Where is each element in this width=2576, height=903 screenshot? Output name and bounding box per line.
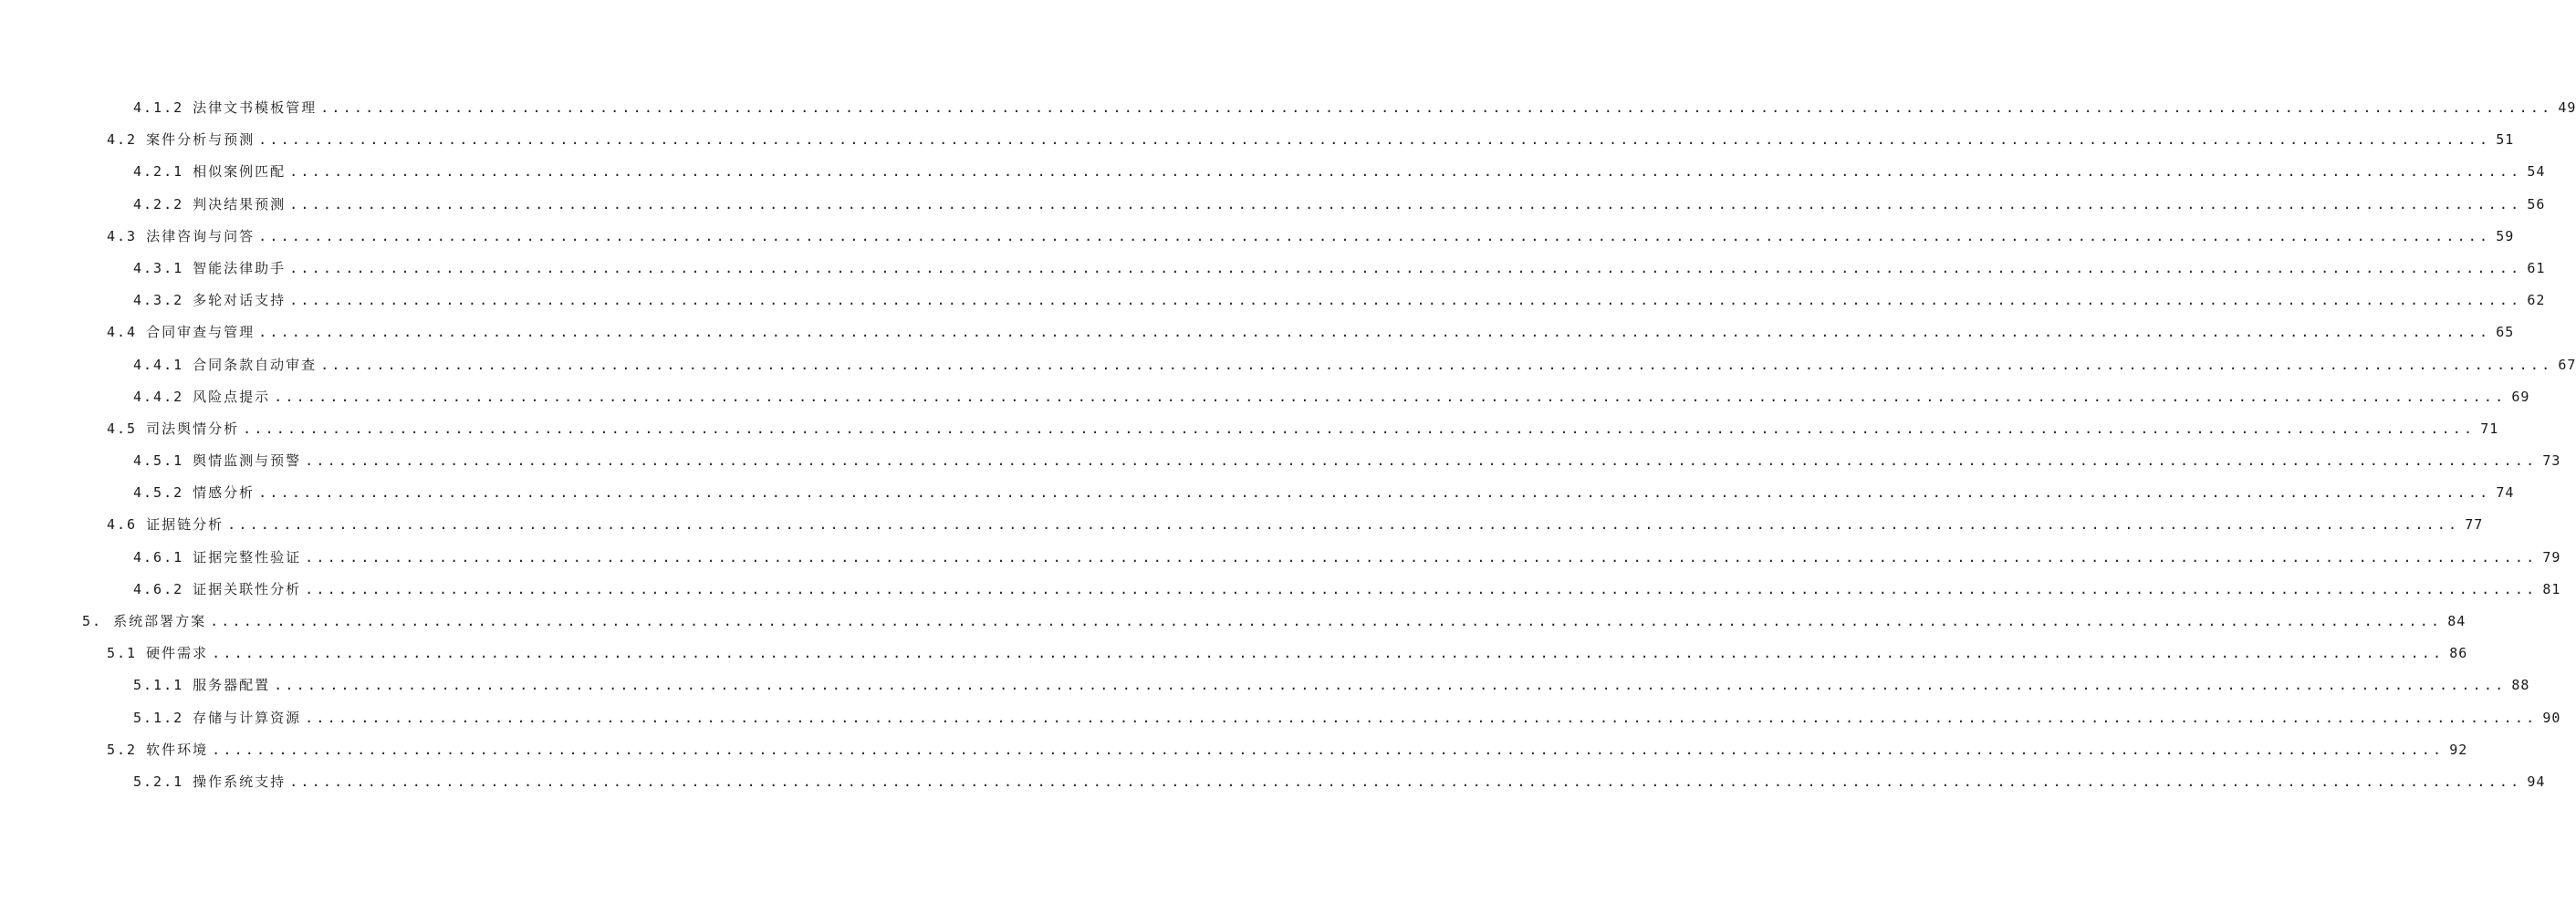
toc-dot-leader: ........................................................................................................................................................................................................ xyxy=(227,516,2460,534)
toc-entry-title: 合同条款自动审查 xyxy=(193,356,318,373)
toc-entry-number: 4.4.1 xyxy=(133,356,184,373)
toc-entry-title: 法律文书模板管理 xyxy=(193,99,318,116)
toc-entry[interactable] xyxy=(0,355,2576,387)
toc-entry-title: 证据关联性分析 xyxy=(193,580,302,597)
toc-dot-leader: ........................................................................................................................................................................................................ xyxy=(212,741,2445,758)
toc-entry-number: 4.6 xyxy=(107,516,138,534)
toc-dot-leader: ........................................................................................................................................................................................................ xyxy=(274,388,2507,405)
toc-entry[interactable] xyxy=(0,547,2561,579)
toc-entry-page: 84 xyxy=(2447,613,2466,629)
toc-entry-page: 54 xyxy=(2527,163,2546,181)
toc-dot-leader: ........................................................................................................................................................................................................ xyxy=(274,677,2507,694)
toc-entry[interactable] xyxy=(0,675,2530,707)
toc-entry-title: 证据完整性验证 xyxy=(193,548,302,566)
toc-entry-title: 判决结果预测 xyxy=(193,195,287,213)
toc-dot-leader: ........................................................................................................................................................................................................ xyxy=(212,645,2445,662)
toc-dot-leader: ........................................................................................................................................................................................................ xyxy=(243,420,2476,437)
toc-dot-leader: ........................................................................................................................................................................................................ xyxy=(258,324,2491,341)
toc-entry-title: 相似案例匹配 xyxy=(193,163,287,181)
toc-entry-number: 5.2.1 xyxy=(133,773,184,790)
toc-entry-number: 4.6.2 xyxy=(133,580,184,597)
toc-dot-leader: ........................................................................................................................................................................................................ xyxy=(289,292,2522,309)
toc-entry-page: 86 xyxy=(2449,645,2468,662)
toc-entry-page: 92 xyxy=(2449,741,2468,758)
toc-entry-number: 4.3 xyxy=(107,227,138,244)
table-of-contents xyxy=(0,98,2576,804)
toc-entry[interactable] xyxy=(0,98,2576,130)
toc-entry-number: 4.3.1 xyxy=(133,259,184,276)
toc-entry[interactable] xyxy=(0,579,2561,611)
toc-entry-page: 69 xyxy=(2511,388,2530,405)
toc-dot-leader: ........................................................................................................................................................................................................ xyxy=(305,580,2538,597)
toc-entry-page: 65 xyxy=(2496,324,2515,341)
toc-entry[interactable] xyxy=(0,322,2515,354)
toc-entry[interactable] xyxy=(0,419,2499,451)
toc-entry-number: 4.2.2 xyxy=(133,195,184,213)
toc-dot-leader: ........................................................................................................................................................................................................ xyxy=(305,452,2538,470)
toc-entry-number: 4.2 xyxy=(107,131,138,149)
toc-entry-page: 88 xyxy=(2511,677,2530,694)
toc-entry-title: 风险点提示 xyxy=(193,388,271,405)
toc-entry-title: 情感分析 xyxy=(193,484,256,502)
toc-entry-number: 5.1.2 xyxy=(133,709,184,726)
toc-entry-title: 硬件需求 xyxy=(146,645,209,662)
toc-entry-page: 94 xyxy=(2527,773,2546,790)
toc-entry-page: 81 xyxy=(2542,580,2561,597)
toc-dot-leader: ........................................................................................................................................................................................................ xyxy=(258,131,2491,149)
toc-entry-number: 4.5.2 xyxy=(133,484,184,502)
toc-entry-page: 49 xyxy=(2558,99,2576,116)
toc-entry-page: 51 xyxy=(2496,131,2515,149)
toc-dot-leader: ........................................................................................................................................................................................................ xyxy=(258,227,2491,244)
toc-entry[interactable] xyxy=(0,194,2546,226)
toc-entry-title: 操作系统支持 xyxy=(193,773,287,790)
toc-entry[interactable] xyxy=(0,643,2468,675)
toc-entry-title: 合同审查与管理 xyxy=(146,324,256,341)
toc-entry-number: 5.1.1 xyxy=(133,677,184,694)
toc-entry-title: 服务器配置 xyxy=(193,677,271,694)
toc-entry[interactable] xyxy=(0,226,2515,258)
toc-entry-page: 73 xyxy=(2542,452,2561,470)
toc-entry[interactable] xyxy=(0,161,2546,193)
toc-entry[interactable] xyxy=(0,708,2561,740)
toc-entry-page: 62 xyxy=(2527,292,2546,309)
toc-entry[interactable] xyxy=(0,740,2468,772)
toc-entry-page: 74 xyxy=(2496,484,2515,502)
toc-entry-title: 系统部署方案 xyxy=(113,613,207,629)
toc-dot-leader: ........................................................................................................................................................................................................ xyxy=(305,709,2538,726)
toc-entry-page: 90 xyxy=(2542,709,2561,726)
toc-entry-number: 4.2.1 xyxy=(133,163,184,181)
toc-entry[interactable] xyxy=(0,611,2466,643)
toc-entry[interactable] xyxy=(0,290,2546,322)
toc-dot-leader: ........................................................................................................................................................................................................ xyxy=(320,99,2553,116)
toc-dot-leader: ........................................................................................................................................................................................................ xyxy=(289,195,2522,213)
toc-entry-title: 多轮对话支持 xyxy=(193,292,287,309)
toc-dot-leader: ........................................................................................................................................................................................................ xyxy=(305,548,2538,566)
toc-entry[interactable] xyxy=(0,514,2484,546)
toc-entry[interactable] xyxy=(0,130,2515,161)
toc-entry-number: 4.6.1 xyxy=(133,548,184,566)
toc-entry-number: 4.5.1 xyxy=(133,452,184,470)
toc-dot-leader: ........................................................................................................................................................................................................ xyxy=(289,163,2522,181)
toc-entry-number: 4.3.2 xyxy=(133,292,184,309)
toc-entry-title: 智能法律助手 xyxy=(193,259,287,276)
toc-dot-leader: ........................................................................................................................................................................................................ xyxy=(210,613,2443,629)
toc-entry-number: 4.4 xyxy=(107,324,138,341)
toc-entry-title: 软件环境 xyxy=(146,741,209,758)
toc-entry-page: 71 xyxy=(2480,420,2499,437)
toc-entry-number: 4.1.2 xyxy=(133,99,184,116)
toc-entry-page: 79 xyxy=(2542,548,2561,566)
toc-entry-page: 61 xyxy=(2527,259,2546,276)
toc-dot-leader: ........................................................................................................................................................................................................ xyxy=(289,259,2522,276)
toc-entry-title: 证据链分析 xyxy=(146,516,224,534)
toc-entry-page: 56 xyxy=(2527,195,2546,213)
toc-entry-page: 59 xyxy=(2496,227,2515,244)
toc-entry-title: 法律咨询与问答 xyxy=(146,227,256,244)
toc-entry-number: 4.4.2 xyxy=(133,388,184,405)
toc-entry[interactable] xyxy=(0,451,2561,483)
toc-dot-leader: ........................................................................................................................................................................................................ xyxy=(320,356,2553,373)
toc-entry-title: 存储与计算资源 xyxy=(193,709,302,726)
toc-entry-title: 舆情监测与预警 xyxy=(193,452,302,470)
toc-entry-number: 5.2 xyxy=(107,741,138,758)
toc-entry-number: 5. xyxy=(82,613,103,629)
toc-dot-leader: ........................................................................................................................................................................................................ xyxy=(289,773,2522,790)
toc-dot-leader: ........................................................................................................................................................................................................ xyxy=(258,484,2491,502)
toc-entry[interactable] xyxy=(0,387,2530,419)
toc-entry-number: 4.5 xyxy=(107,420,138,437)
toc-entry-page: 67 xyxy=(2558,356,2576,373)
toc-entry-title: 司法舆情分析 xyxy=(146,420,240,437)
toc-entry[interactable] xyxy=(0,772,2546,804)
toc-entry[interactable] xyxy=(0,258,2546,290)
toc-entry-number: 5.1 xyxy=(107,645,138,662)
toc-entry-title: 案件分析与预测 xyxy=(146,131,256,149)
toc-entry[interactable] xyxy=(0,483,2515,514)
toc-entry-page: 77 xyxy=(2465,516,2484,534)
